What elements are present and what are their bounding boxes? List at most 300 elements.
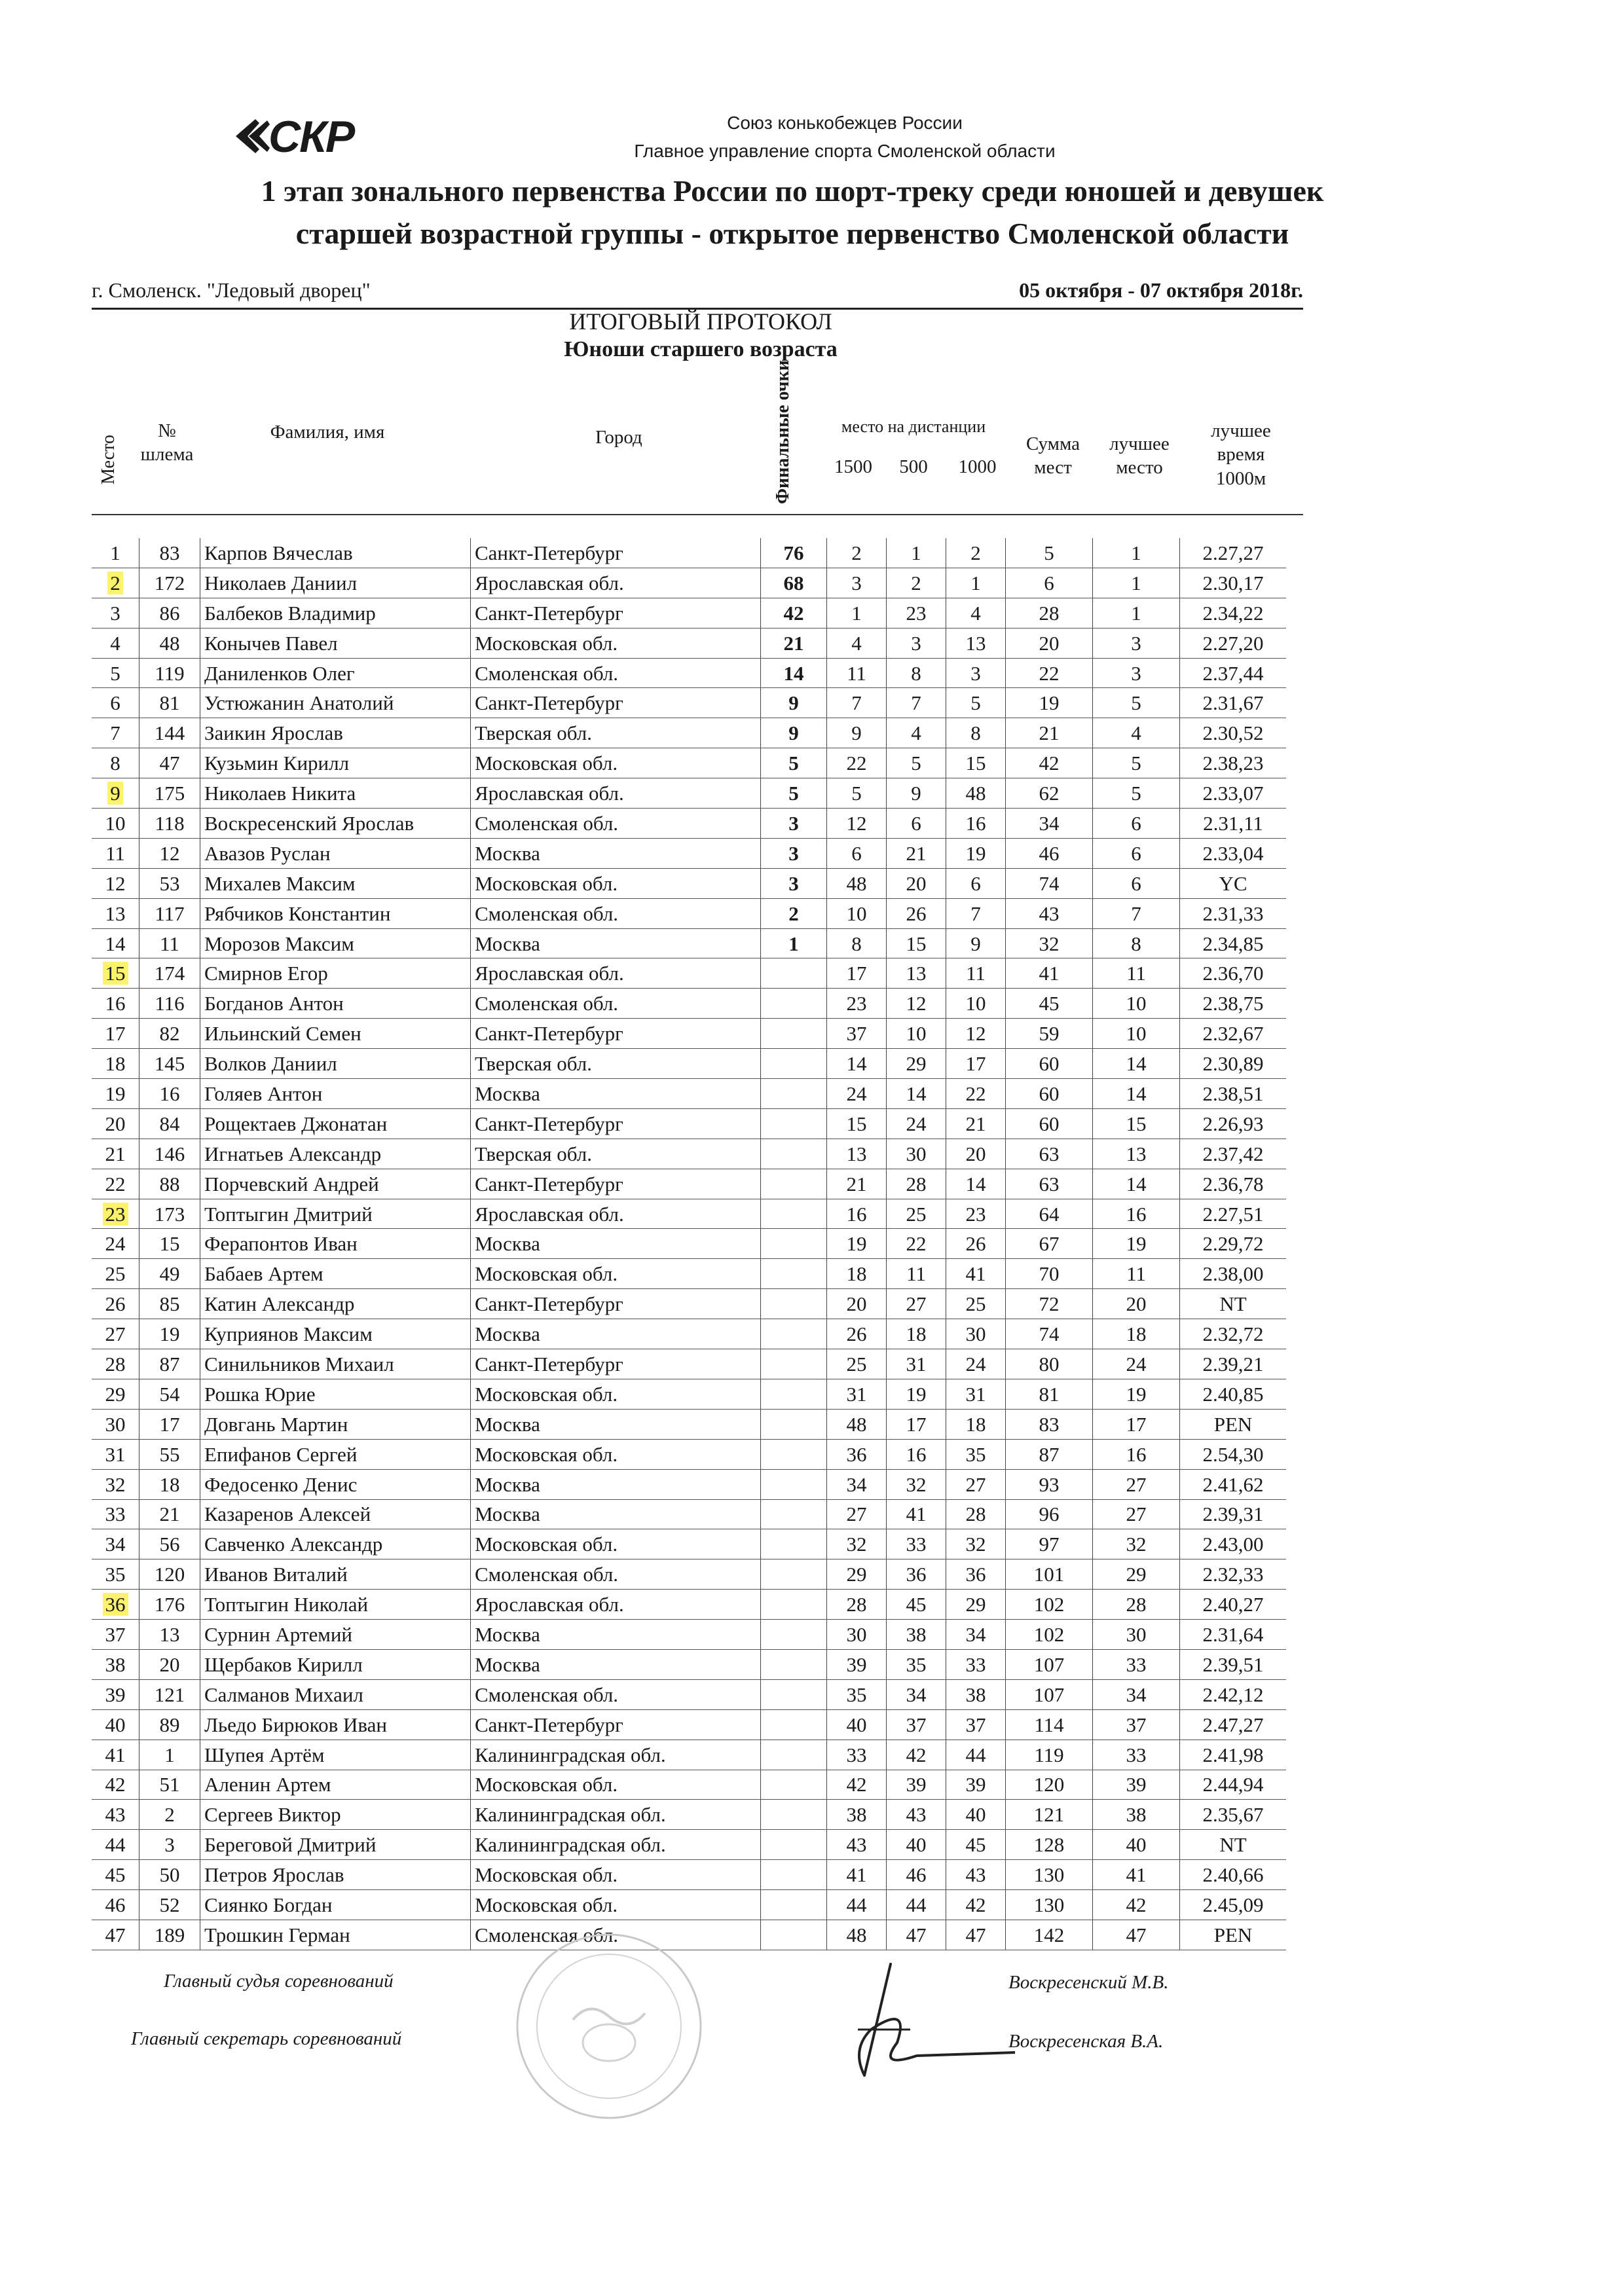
- best-time-cell: 2.32,72: [1180, 1319, 1287, 1349]
- best-place-cell: 41: [1093, 1860, 1180, 1890]
- best-time-cell: YC: [1180, 868, 1287, 898]
- table-row: [92, 1409, 1286, 1439]
- place-1000-cell: 20: [946, 1139, 1006, 1169]
- final-points-cell: [761, 1620, 827, 1650]
- name-cell: Рощектаев Джонатан: [200, 1108, 471, 1139]
- place-cell: 3: [92, 598, 139, 628]
- sum-cell: 60: [1006, 1049, 1093, 1079]
- best-time-cell: 2.45,09: [1180, 1890, 1287, 1920]
- best-place-cell: 38: [1093, 1800, 1180, 1830]
- place-1500-cell: 9: [827, 718, 887, 748]
- place-1500-cell: 25: [827, 1349, 887, 1379]
- best-place-cell: 42: [1093, 1890, 1180, 1920]
- name-cell: Ильинский Семен: [200, 1019, 471, 1049]
- helmet-cell: 87: [139, 1349, 200, 1379]
- table-row: [92, 928, 1286, 958]
- name-cell: Катин Александр: [200, 1289, 471, 1319]
- table-row: [92, 1590, 1286, 1620]
- col-header-sum: Сумма мест: [1025, 433, 1080, 479]
- helmet-cell: 117: [139, 898, 200, 928]
- helmet-cell: 85: [139, 1289, 200, 1319]
- place-1000-cell: 38: [946, 1679, 1006, 1709]
- place-500-cell: 33: [887, 1529, 946, 1559]
- place-500-cell: 40: [887, 1830, 946, 1860]
- sum-cell: 60: [1006, 1108, 1093, 1139]
- sum-cell: 128: [1006, 1830, 1093, 1860]
- city-cell: Санкт-Петербург: [471, 1289, 761, 1319]
- place-cell: 12: [92, 868, 139, 898]
- helmet-cell: 17: [139, 1409, 200, 1439]
- table-row: [92, 1349, 1286, 1379]
- sum-cell: 107: [1006, 1649, 1093, 1679]
- helmet-cell: 119: [139, 658, 200, 688]
- name-cell: Голяев Антон: [200, 1079, 471, 1109]
- helmet-cell: 18: [139, 1469, 200, 1499]
- highlight-marker: 2: [107, 572, 123, 594]
- final-points-cell: 3: [761, 809, 827, 839]
- place-1500-cell: 30: [827, 1620, 887, 1650]
- place-500-cell: 19: [887, 1379, 946, 1409]
- place-1500-cell: 14: [827, 1049, 887, 1079]
- final-points-cell: [761, 1379, 827, 1409]
- place-1000-cell: 9: [946, 928, 1006, 958]
- place-1500-cell: 17: [827, 958, 887, 989]
- best-place-cell: 14: [1093, 1049, 1180, 1079]
- helmet-cell: 173: [139, 1199, 200, 1229]
- place-1000-cell: 33: [946, 1649, 1006, 1679]
- place-1000-cell: 19: [946, 838, 1006, 868]
- final-points-cell: 2: [761, 898, 827, 928]
- best-time-cell: 2.36,70: [1180, 958, 1287, 989]
- sum-cell: 70: [1006, 1259, 1093, 1289]
- name-cell: Заикин Ярослав: [200, 718, 471, 748]
- table-row: [92, 1469, 1286, 1499]
- place-cell: 20: [92, 1108, 139, 1139]
- helmet-cell: 53: [139, 868, 200, 898]
- place-cell: 47: [92, 1920, 139, 1950]
- final-points-cell: 68: [761, 568, 827, 598]
- helmet-cell: 83: [139, 538, 200, 568]
- place-500-cell: 13: [887, 958, 946, 989]
- helmet-cell: 54: [139, 1379, 200, 1409]
- city-cell: Санкт-Петербург: [471, 1019, 761, 1049]
- sum-cell: 93: [1006, 1469, 1093, 1499]
- place-500-cell: 47: [887, 1920, 946, 1950]
- best-place-cell: 17: [1093, 1409, 1180, 1439]
- place-1500-cell: 22: [827, 748, 887, 778]
- place-cell: 1: [92, 538, 139, 568]
- place-1000-cell: 47: [946, 1920, 1006, 1950]
- best-place-cell: 11: [1093, 958, 1180, 989]
- final-points-cell: [761, 1169, 827, 1199]
- name-cell: Бабаев Артем: [200, 1259, 471, 1289]
- sum-cell: 102: [1006, 1590, 1093, 1620]
- city-cell: Московская обл.: [471, 748, 761, 778]
- event-dates: 05 октября - 07 октября 2018г.: [1019, 278, 1303, 302]
- place-500-cell: 9: [887, 778, 946, 809]
- place-500-cell: 5: [887, 748, 946, 778]
- name-cell: Воскресенский Ярослав: [200, 809, 471, 839]
- document-title-line-1: 1 этап зонального первенства России по шорт-треку среди юношей и девушек: [261, 174, 1324, 208]
- name-cell: Льедо Бирюков Иван: [200, 1709, 471, 1740]
- city-cell: Москва: [471, 928, 761, 958]
- table-row: [92, 1289, 1286, 1319]
- place-cell: 46: [92, 1890, 139, 1920]
- name-cell: Щербаков Кирилл: [200, 1649, 471, 1679]
- place-500-cell: 34: [887, 1679, 946, 1709]
- name-cell: Шупея Артём: [200, 1740, 471, 1770]
- place-1500-cell: 5: [827, 778, 887, 809]
- header-bottom-rule: [92, 514, 1303, 515]
- final-points-cell: [761, 1049, 827, 1079]
- helmet-cell: 121: [139, 1679, 200, 1709]
- name-cell: Рошка Юрие: [200, 1379, 471, 1409]
- chief-secretary-name: Воскресенская В.А.: [1008, 2031, 1164, 2052]
- place-1500-cell: 41: [827, 1860, 887, 1890]
- final-points-cell: [761, 1259, 827, 1289]
- place-500-cell: 10: [887, 1019, 946, 1049]
- sum-cell: 6: [1006, 568, 1093, 598]
- best-time-cell: NT: [1180, 1830, 1287, 1860]
- best-time-cell: 2.31,64: [1180, 1620, 1287, 1650]
- sum-cell: 22: [1006, 658, 1093, 688]
- city-cell: Санкт-Петербург: [471, 538, 761, 568]
- best-time-cell: 2.30,17: [1180, 568, 1287, 598]
- city-cell: Московская обл.: [471, 1770, 761, 1800]
- stamp-icon: [511, 1928, 707, 2124]
- best-time-cell: 2.47,27: [1180, 1709, 1287, 1740]
- table-row: [92, 1800, 1286, 1830]
- helmet-cell: 20: [139, 1649, 200, 1679]
- city-cell: Москва: [471, 838, 761, 868]
- place-500-cell: 38: [887, 1620, 946, 1650]
- helmet-cell: 12: [139, 838, 200, 868]
- best-place-cell: 18: [1093, 1319, 1180, 1349]
- helmet-cell: 2: [139, 1800, 200, 1830]
- table-row: [92, 1139, 1286, 1169]
- table-row: [92, 838, 1286, 868]
- sum-cell: 43: [1006, 898, 1093, 928]
- name-cell: Куприянов Максим: [200, 1319, 471, 1349]
- best-place-cell: 24: [1093, 1349, 1180, 1379]
- table-row: [92, 1890, 1286, 1920]
- sum-cell: 121: [1006, 1800, 1093, 1830]
- col-header-500: 500: [899, 456, 928, 477]
- place-1500-cell: 19: [827, 1229, 887, 1259]
- best-place-cell: 6: [1093, 838, 1180, 868]
- place-1500-cell: 11: [827, 658, 887, 688]
- name-cell: Топтыгин Николай: [200, 1590, 471, 1620]
- table-row: [92, 778, 1286, 809]
- place-1500-cell: 16: [827, 1199, 887, 1229]
- final-points-cell: 21: [761, 628, 827, 658]
- place-500-cell: 27: [887, 1289, 946, 1319]
- name-cell: Федосенко Денис: [200, 1469, 471, 1499]
- city-cell: Московская обл.: [471, 1379, 761, 1409]
- best-time-cell: 2.31,33: [1180, 898, 1287, 928]
- city-cell: Москва: [471, 1229, 761, 1259]
- best-time-cell: NT: [1180, 1289, 1287, 1319]
- place-1000-cell: 43: [946, 1860, 1006, 1890]
- best-place-cell: 5: [1093, 748, 1180, 778]
- name-cell: Николаев Никита: [200, 778, 471, 809]
- table-row: [92, 1108, 1286, 1139]
- best-place-cell: 5: [1093, 688, 1180, 718]
- place-1000-cell: 40: [946, 1800, 1006, 1830]
- sum-cell: 142: [1006, 1920, 1093, 1950]
- sum-cell: 67: [1006, 1229, 1093, 1259]
- helmet-cell: 11: [139, 928, 200, 958]
- place-cell: 18: [92, 1049, 139, 1079]
- place-cell: 11: [92, 838, 139, 868]
- best-place-cell: 3: [1093, 658, 1180, 688]
- helmet-cell: 47: [139, 748, 200, 778]
- final-points-cell: [761, 1800, 827, 1830]
- table-row: [92, 1529, 1286, 1559]
- city-cell: Московская обл.: [471, 1259, 761, 1289]
- name-cell: Сергеев Виктор: [200, 1800, 471, 1830]
- city-cell: Смоленская обл.: [471, 809, 761, 839]
- col-header-name: Фамилия, имя: [270, 422, 385, 443]
- sum-cell: 74: [1006, 1319, 1093, 1349]
- city-cell: Санкт-Петербург: [471, 688, 761, 718]
- place-1000-cell: 15: [946, 748, 1006, 778]
- final-points-cell: [761, 1679, 827, 1709]
- best-place-cell: 19: [1093, 1379, 1180, 1409]
- place-cell: 31: [92, 1439, 139, 1469]
- helmet-cell: 86: [139, 598, 200, 628]
- place-1500-cell: 21: [827, 1169, 887, 1199]
- place-1000-cell: 48: [946, 778, 1006, 809]
- final-points-cell: [761, 1559, 827, 1590]
- place-1000-cell: 5: [946, 688, 1006, 718]
- place-500-cell: 23: [887, 598, 946, 628]
- helmet-cell: 82: [139, 1019, 200, 1049]
- final-points-cell: [761, 1439, 827, 1469]
- place-1500-cell: 7: [827, 688, 887, 718]
- final-points-cell: 42: [761, 598, 827, 628]
- best-place-cell: 15: [1093, 1108, 1180, 1139]
- place-500-cell: 14: [887, 1079, 946, 1109]
- table-row: [92, 1770, 1286, 1800]
- final-points-cell: [761, 989, 827, 1019]
- best-place-cell: 20: [1093, 1289, 1180, 1319]
- place-1500-cell: 6: [827, 838, 887, 868]
- place-1500-cell: 34: [827, 1469, 887, 1499]
- sum-cell: 83: [1006, 1409, 1093, 1439]
- helmet-cell: 50: [139, 1860, 200, 1890]
- best-time-cell: 2.34,85: [1180, 928, 1287, 958]
- final-points-cell: [761, 1079, 827, 1109]
- name-cell: Авазов Руслан: [200, 838, 471, 868]
- final-points-cell: [761, 1349, 827, 1379]
- place-500-cell: 15: [887, 928, 946, 958]
- place-1500-cell: 48: [827, 868, 887, 898]
- best-place-cell: 33: [1093, 1649, 1180, 1679]
- best-place-cell: 11: [1093, 1259, 1180, 1289]
- final-points-cell: [761, 1649, 827, 1679]
- best-place-cell: 6: [1093, 809, 1180, 839]
- best-place-cell: 10: [1093, 1019, 1180, 1049]
- sum-cell: 63: [1006, 1139, 1093, 1169]
- city-cell: Ярославская обл.: [471, 778, 761, 809]
- place-1000-cell: 11: [946, 958, 1006, 989]
- best-place-cell: 14: [1093, 1079, 1180, 1109]
- table-row: [92, 1199, 1286, 1229]
- place-1500-cell: 8: [827, 928, 887, 958]
- place-500-cell: 4: [887, 718, 946, 748]
- col-header-helmet: [134, 419, 200, 467]
- best-place-cell: 1: [1093, 538, 1180, 568]
- name-cell: Морозов Максим: [200, 928, 471, 958]
- best-place-cell: 27: [1093, 1499, 1180, 1529]
- helmet-cell: 55: [139, 1439, 200, 1469]
- place-1000-cell: 31: [946, 1379, 1006, 1409]
- table-row: [92, 1049, 1286, 1079]
- org-line-2: Главное управление спорта Смоленской области: [634, 141, 1056, 161]
- place-500-cell: 21: [887, 838, 946, 868]
- helmet-cell: 84: [139, 1108, 200, 1139]
- city-cell: Московская обл.: [471, 1439, 761, 1469]
- final-points-cell: 76: [761, 538, 827, 568]
- final-points-cell: [761, 1139, 827, 1169]
- place-1500-cell: 23: [827, 989, 887, 1019]
- place-cell: [92, 568, 139, 598]
- best-place-cell: 37: [1093, 1709, 1180, 1740]
- final-points-cell: 14: [761, 658, 827, 688]
- place-1000-cell: 29: [946, 1590, 1006, 1620]
- city-cell: Калининградская обл.: [471, 1830, 761, 1860]
- best-place-cell: 4: [1093, 718, 1180, 748]
- place-1500-cell: 33: [827, 1740, 887, 1770]
- place-1500-cell: 48: [827, 1920, 887, 1950]
- results-table: [92, 538, 1286, 1950]
- best-time-cell: 2.33,07: [1180, 778, 1287, 809]
- table-row: [92, 1379, 1286, 1409]
- sum-cell: 81: [1006, 1379, 1093, 1409]
- city-cell: Москва: [471, 1620, 761, 1650]
- place-1000-cell: 21: [946, 1108, 1006, 1139]
- best-time-cell: 2.33,04: [1180, 838, 1287, 868]
- helmet-cell: 89: [139, 1709, 200, 1740]
- place-1000-cell: 8: [946, 718, 1006, 748]
- sum-cell: 119: [1006, 1740, 1093, 1770]
- sum-cell: 72: [1006, 1289, 1093, 1319]
- city-cell: Тверская обл.: [471, 1049, 761, 1079]
- place-1000-cell: 18: [946, 1409, 1006, 1439]
- sum-cell: 28: [1006, 598, 1093, 628]
- place-cell: 38: [92, 1649, 139, 1679]
- city-cell: Московская обл.: [471, 628, 761, 658]
- final-points-cell: 3: [761, 868, 827, 898]
- place-500-cell: 6: [887, 809, 946, 839]
- place-500-cell: 30: [887, 1139, 946, 1169]
- city-cell: Московская обл.: [471, 1890, 761, 1920]
- place-1500-cell: 13: [827, 1139, 887, 1169]
- place-1000-cell: 23: [946, 1199, 1006, 1229]
- table-row: [92, 958, 1286, 989]
- sum-cell: 130: [1006, 1890, 1093, 1920]
- sum-cell: 114: [1006, 1709, 1093, 1740]
- best-time-cell: 2.27,27: [1180, 538, 1287, 568]
- final-points-cell: [761, 1920, 827, 1950]
- helmet-cell: 145: [139, 1049, 200, 1079]
- place-1500-cell: 32: [827, 1529, 887, 1559]
- best-time-cell: 2.43,00: [1180, 1529, 1287, 1559]
- table-row: [92, 1499, 1286, 1529]
- city-cell: Санкт-Петербург: [471, 598, 761, 628]
- city-cell: Смоленская обл.: [471, 658, 761, 688]
- place-cell: [92, 1199, 139, 1229]
- best-time-cell: 2.38,23: [1180, 748, 1287, 778]
- best-time-cell: 2.37,44: [1180, 658, 1287, 688]
- best-place-cell: 16: [1093, 1199, 1180, 1229]
- col-header-best-time: лучшее время 1000м: [1211, 420, 1271, 489]
- col-header-1500: 1500: [834, 456, 872, 477]
- table-row: [92, 568, 1286, 598]
- highlight-marker: 23: [103, 1203, 128, 1226]
- final-points-cell: 1: [761, 928, 827, 958]
- best-place-cell: 19: [1093, 1229, 1180, 1259]
- city-cell: Москва: [471, 1649, 761, 1679]
- name-cell: Устюжанин Анатолий: [200, 688, 471, 718]
- best-time-cell: 2.40,85: [1180, 1379, 1287, 1409]
- table-row: [92, 658, 1286, 688]
- place-500-cell: 41: [887, 1499, 946, 1529]
- table-row: [92, 989, 1286, 1019]
- place-1500-cell: 24: [827, 1079, 887, 1109]
- helmet-cell: 174: [139, 958, 200, 989]
- final-points-cell: [761, 1709, 827, 1740]
- helmet-cell: 15: [139, 1229, 200, 1259]
- table-row: [92, 1860, 1286, 1890]
- place-1000-cell: 32: [946, 1529, 1006, 1559]
- best-place-cell: 33: [1093, 1740, 1180, 1770]
- best-time-cell: 2.36,78: [1180, 1169, 1287, 1199]
- results-body: [92, 538, 1286, 1950]
- place-cell: 17: [92, 1019, 139, 1049]
- place-cell: 37: [92, 1620, 139, 1650]
- table-row: [92, 1559, 1286, 1590]
- place-500-cell: 20: [887, 868, 946, 898]
- place-1000-cell: 25: [946, 1289, 1006, 1319]
- sum-cell: 62: [1006, 778, 1093, 809]
- city-cell: Ярославская обл.: [471, 1590, 761, 1620]
- best-place-cell: 1: [1093, 568, 1180, 598]
- name-cell: Аленин Артем: [200, 1770, 471, 1800]
- helmet-cell: 48: [139, 628, 200, 658]
- place-1000-cell: 45: [946, 1830, 1006, 1860]
- final-points-cell: [761, 1740, 827, 1770]
- sum-cell: 60: [1006, 1079, 1093, 1109]
- place-500-cell: 28: [887, 1169, 946, 1199]
- place-cell: 10: [92, 809, 139, 839]
- place-500-cell: 43: [887, 1800, 946, 1830]
- city-cell: Ярославская обл.: [471, 1199, 761, 1229]
- place-cell: 4: [92, 628, 139, 658]
- final-points-cell: [761, 1019, 827, 1049]
- helmet-cell: 51: [139, 1770, 200, 1800]
- final-points-cell: [761, 1529, 827, 1559]
- place-cell: 16: [92, 989, 139, 1019]
- org-line-1: Союз конькобежцев России: [727, 113, 963, 133]
- best-time-cell: 2.38,75: [1180, 989, 1287, 1019]
- place-cell: 41: [92, 1740, 139, 1770]
- best-time-cell: 2.41,98: [1180, 1740, 1287, 1770]
- name-cell: Конычев Павел: [200, 628, 471, 658]
- helmet-cell: 81: [139, 688, 200, 718]
- best-place-cell: 34: [1093, 1679, 1180, 1709]
